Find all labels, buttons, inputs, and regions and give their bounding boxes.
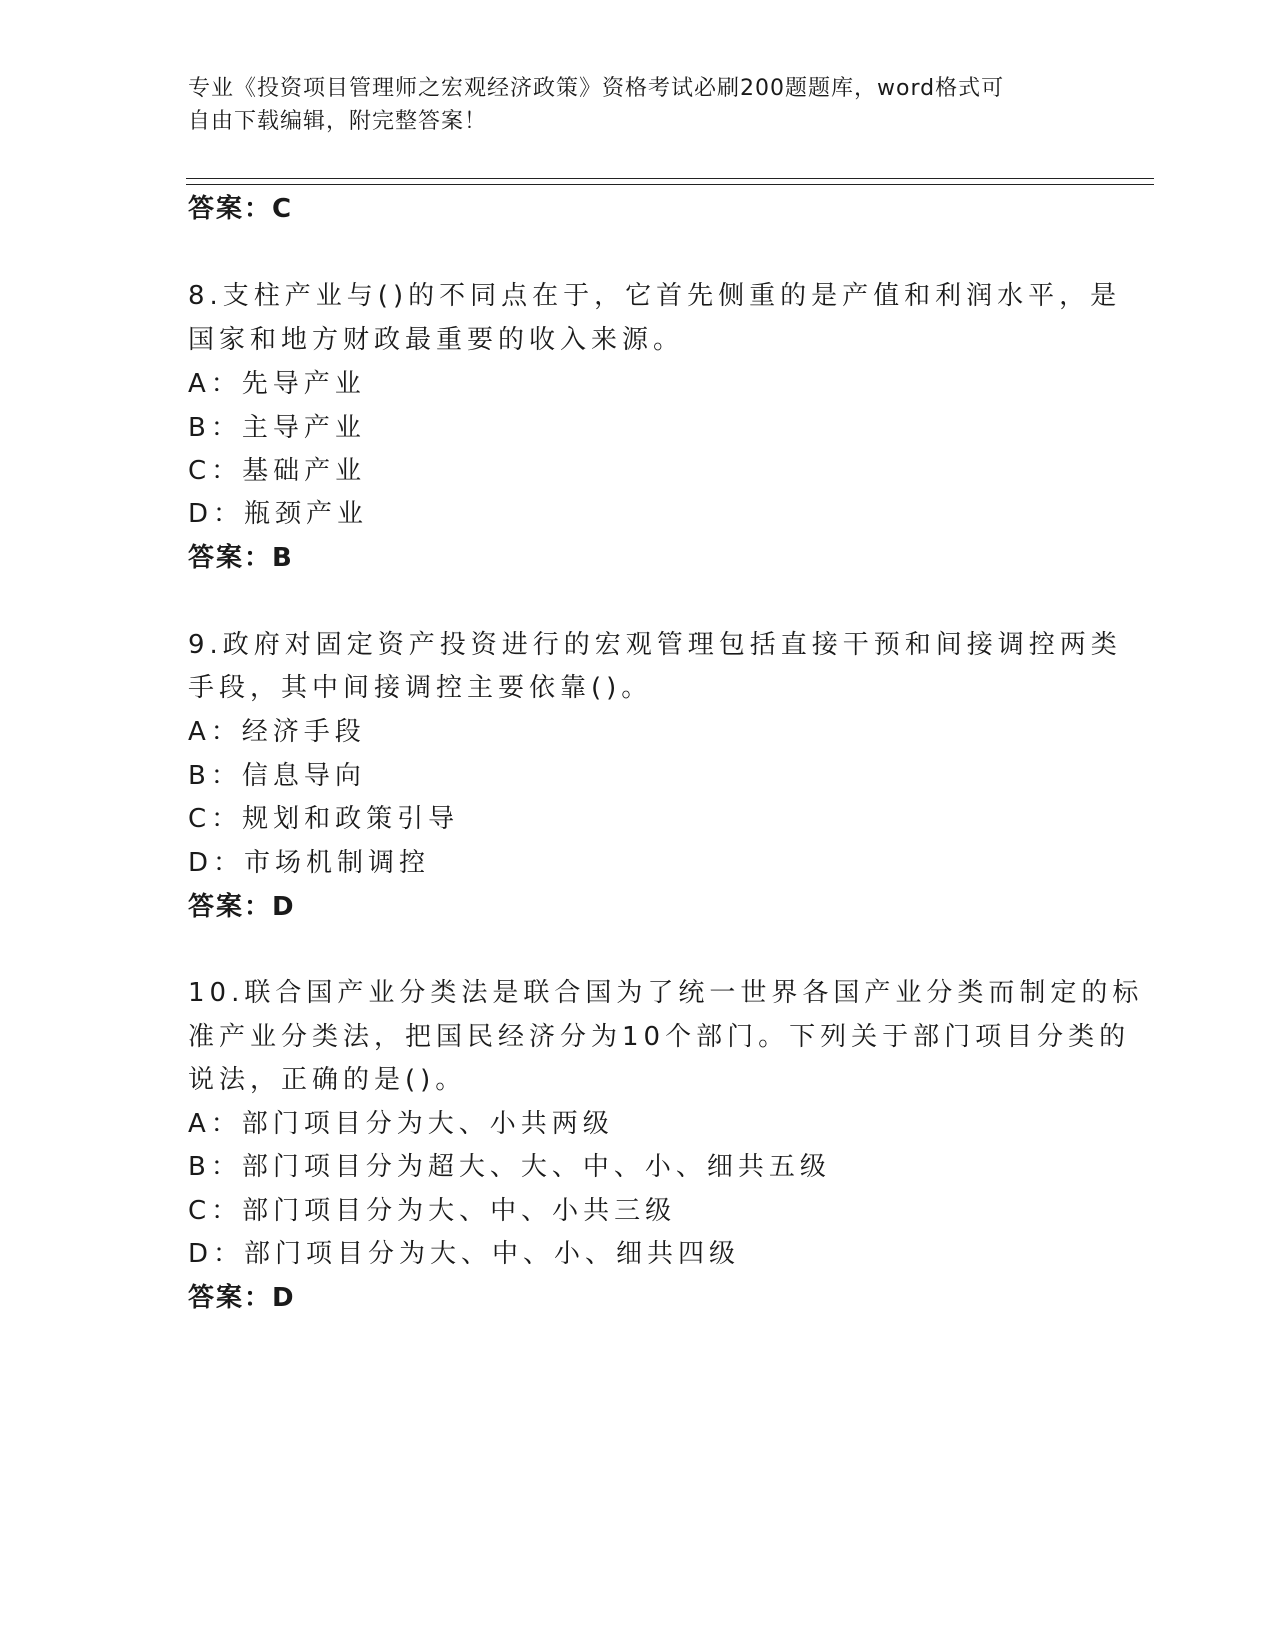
question-9-answer: 答案：D	[188, 892, 296, 922]
question-10-option-a: A：部门项目分为大、小共两级	[188, 1109, 614, 1139]
document-header	[188, 72, 1068, 138]
question-10-text-line-1: 10.联合国产业分类法是联合国为了统一世界各国产业分类而制定的标	[188, 978, 1144, 1008]
header-line-1: 专业《投资项目管理师之宏观经济政策》资格考试必刷200题题库，word格式可	[188, 76, 1005, 101]
question-8-text-line-2: 国家和地方财政最重要的收入来源。	[188, 325, 685, 355]
question-8-answer: 答案：B	[188, 543, 294, 573]
header-divider-bottom	[186, 184, 1154, 185]
question-10-option-c: C：部门项目分为大、中、小共三级	[188, 1196, 677, 1226]
question-10-option-b: B：部门项目分为超大、大、中、小、细共五级	[188, 1152, 831, 1182]
question-10-option-d: D：部门项目分为大、中、小、细共四级	[188, 1239, 741, 1269]
question-9-option-d: D：市场机制调控	[188, 848, 431, 878]
header-line-2: 自由下载编辑，附完整答案！	[188, 109, 488, 134]
question-9-option-a: A：经济手段	[188, 717, 366, 747]
question-10-text-line-3: 说法，正确的是()。	[188, 1065, 467, 1095]
question-8-option-b: B：主导产业	[188, 413, 366, 443]
question-8-text-line-1: 8.支柱产业与()的不同点在于，它首先侧重的是产值和利润水平，是	[188, 281, 1122, 311]
question-8-option-d: D：瓶颈产业	[188, 499, 369, 529]
question-9-text-line-1: 9.政府对固定资产投资进行的宏观管理包括直接干预和间接调控两类	[188, 630, 1122, 660]
header-divider-top	[186, 178, 1154, 179]
previous-answer: 答案：C	[188, 194, 294, 224]
question-9-option-c: C：规划和政策引导	[188, 804, 460, 834]
question-8-option-a: A：先导产业	[188, 369, 366, 399]
question-9-text-line-2: 手段，其中间接调控主要依靠()。	[188, 673, 653, 703]
question-8-option-c: C：基础产业	[188, 456, 367, 486]
question-10-answer: 答案：D	[188, 1283, 296, 1313]
question-10-text-line-2: 准产业分类法，把国民经济分为10个部门。下列关于部门项目分类的	[188, 1022, 1131, 1052]
question-9-option-b: B：信息导向	[188, 761, 366, 791]
